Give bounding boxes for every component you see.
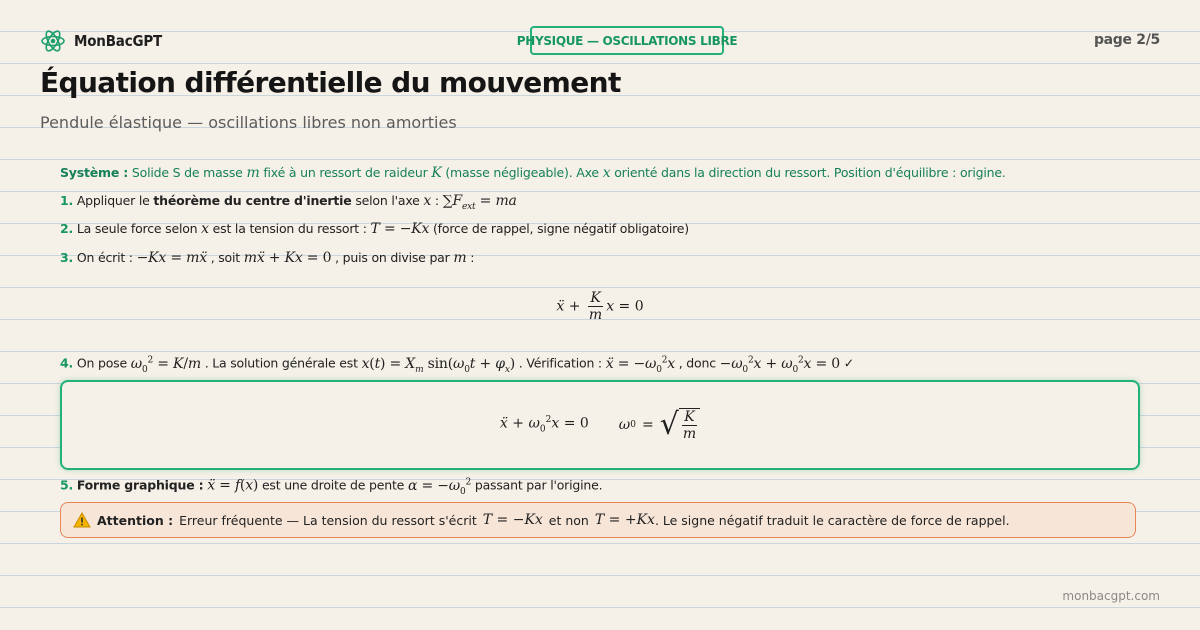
step-text: selon l'axe [355,193,420,208]
step-text: , donc [678,355,716,371]
step-text: Appliquer le [76,193,150,208]
step-5 [60,477,602,496]
equation-omega: ω 0 = √ $\frac{K}{m}$ [619,408,700,442]
system-text-1: Solide S de masse [131,165,243,180]
footer-url[interactable]: monbacgpt.com [1062,589,1160,603]
brand-name: MonBacGPT [74,32,163,50]
step-text: On écrit : [76,250,133,265]
equation-rewrite: mẍ + Kx = 0 [243,250,332,266]
step-text: est la tension du ressort : [212,221,367,236]
step-text: On pose [76,355,127,371]
atom-icon [40,28,66,54]
step-text: . Vérification : [518,355,602,371]
var-m: m [453,250,467,266]
equation-newton: $\sum F_{ext}$ = ma [442,193,517,212]
step-text: passant par l'origine. [474,477,603,493]
equation-graph: ẍ = f(x) [207,477,259,494]
step-text: : [434,193,439,208]
step-number: 1. [60,193,74,208]
step-4 [60,355,854,374]
system-text-2: fixé à un ressort de raideur [263,165,428,180]
equation-final: ẍ + $\omega_0^2x = 0$ [499,415,589,435]
equation-correct: T = −Kx [482,512,543,528]
warning-text: . Le signe négatif traduit le caractère de force de rappel. [654,512,1010,528]
warning-text: et non [548,512,589,528]
result-box [60,380,1140,470]
var-x: x [423,193,432,209]
graphic-form-label: Forme graphique : [76,477,204,493]
step-number: 5. [60,477,74,493]
equation-solution: $x(t) = X_m$ $\sin(\omega_0t + \varphi_x)$ [361,355,515,375]
theorem-name: théorème du centre d'inertie [153,193,352,208]
warning-box [60,502,1136,538]
equation-check: $-\omega_0^2x + \omega_0^2x = 0$ [719,355,840,375]
step-text: , soit [210,250,240,265]
warning-icon [73,512,91,528]
step-number: 2. [60,221,74,236]
step-text: est une droite de pente [261,477,405,493]
step-2 [60,221,689,237]
equation-tension: T = −Kx [370,221,430,237]
warning-text: Erreur fréquente — La tension du ressort s'écrit [179,512,477,528]
equation-omega-def: $\omega_0^2 = K/m$ [130,355,201,375]
system-description [60,165,1006,181]
equation-verification: ẍ = $-\omega_0^2x$ [605,355,675,375]
system-text-3: (masse négligeable). Axe [445,165,599,180]
step-number: 4. [60,355,74,371]
step-1 [60,193,517,212]
page-title: Équation différentielle du mouvement [40,66,621,99]
system-label: Système : [60,165,129,180]
step-number: 3. [60,250,74,265]
equation-write: −Kx = mẍ [136,250,207,266]
step-text: , puis on divise par [335,250,450,265]
page-subtitle: Pendule élastique — oscillations libres non amorties [40,113,457,132]
page-indicator: page 2/5 [1093,32,1160,48]
step-text: . La solution générale est [204,355,358,371]
step-text: (force de rappel, signe négatif obligatoire) [433,221,689,236]
check-mark: ✓ [843,355,855,371]
system-text-4: orienté dans la direction du ressort. Position d'équilibre : origine. [614,165,1006,180]
equation-slope: $\alpha = -\omega_0^2$ [407,477,472,497]
brand-logo[interactable] [40,28,162,54]
equation-wrong: T = +Kx [594,512,655,528]
differential-equation: ẍ + $\frac{K}{m}$ x = 0 [556,290,644,323]
topic-badge: PHYSIQUE — OSCILLATIONS LIBRE [530,26,724,55]
var-x: x [602,165,611,181]
warning-label: Attention : [97,512,174,528]
step-text: La seule force selon [76,221,198,236]
step-text: : [470,250,475,265]
step-3 [60,250,474,266]
var-x: x [201,221,209,237]
var-m: m [246,165,260,181]
var-k: K [431,165,442,181]
